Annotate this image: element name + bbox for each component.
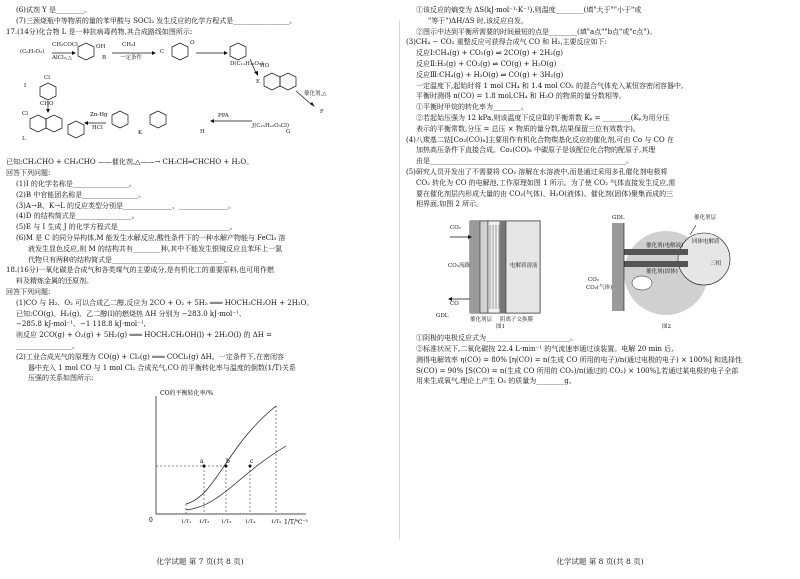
label-point-c: c (250, 458, 254, 466)
arrowhead-6 (46, 109, 50, 113)
q17-known: 已知:CH₃CHO + CH₃CHO ——催化剂,△——→ CH₃CH═CHCHO + H₂O。 (6, 158, 254, 167)
fig2-leader (690, 225, 696, 235)
ring-E2 (280, 73, 296, 90)
tick-t5: 1/T₅ (271, 519, 282, 526)
label-point-a: a (200, 458, 204, 466)
fig1-label-co2flow: CO₂流路 (448, 263, 470, 270)
figure-2 (586, 213, 756, 331)
left-column (6, 5, 396, 526)
chart-svg (126, 386, 326, 526)
label-Cl-L: Cl (22, 111, 28, 118)
q18-item-2b: 器中充入 1 mol CO 与 1 mol Cl₂ 合成光气,CO 的平衡转化率与温度的倒数(1/T)关系 (28, 363, 296, 372)
arrowhead-9 (84, 121, 88, 125)
q18-2-sub1b: "等于")ΔH/ΔS 时,该反应自发。 (428, 16, 528, 25)
fig1-label-gdl: GDL (436, 313, 449, 320)
gdl-layer (470, 221, 480, 313)
figures-row (406, 213, 796, 331)
q18-5c: 要在催化剂层内形成大量的由 CO₂(气体)、H₂O(液体)、催化剂(固体)聚集而成的三 (416, 189, 674, 198)
ring-K2 (150, 111, 166, 128)
q17-item-2: (2)B 中官能团名称是________________。 (16, 190, 146, 199)
q16-item-7: (7)三颈烧瓶中等物质的量的苯甲酸与 SOCl₂ 发生反应的化学方程式是________________。 (16, 16, 297, 25)
q18-2-sub2: ②图示中达到平衡所需要的时间最短的点是________(填"a点""b点"或"c点")。 (416, 27, 657, 36)
reagent-b2: 一定条件 (120, 55, 143, 62)
fig2-label-phase: 三相 (710, 261, 722, 268)
reagent-zn2: HCl (92, 125, 103, 132)
reagent-a2: AlCl₃,△ (52, 55, 72, 62)
label-H: H (200, 129, 205, 136)
cat-layer-block (480, 221, 488, 313)
fig1-label-co2: CO₂ (450, 225, 461, 232)
q17-item-6c: 代物只有两种的结构简式是________________________________。 (28, 255, 231, 264)
curve-lower (186, 446, 286, 510)
q18-item-1e: ________________。 (16, 341, 79, 350)
fig2-bar-2 (624, 261, 688, 267)
label-D: D(C₁₁H₁₂O₃) (230, 61, 264, 68)
q18-3-rxn2: 反应Ⅱ:H₂(g) + CO₂(g) ⇌ CO(g) + H₂O(g) (416, 59, 557, 68)
arrowhead-5 (310, 102, 315, 107)
fig1-label-cat: 催化剂层 (470, 317, 493, 324)
q18-item-1b: 已知:CO(g)、H₂(g)、乙二醇(l)的燃烧热 ΔH 分别为 −283.0 kJ·mol⁻¹、 (16, 309, 246, 318)
q18-item-1d: 则反应 2CO(g) + O₂(g) + 5H₂(g) ═══ HOCH₂CH₂OH(l) + 2H₂O(l) 的 ΔH = (16, 331, 272, 340)
q18-3-rxn1: 反应Ⅰ:CH₄(g) + CO₂(g) ⇌ 2CO(g) + 2H₂(g) (416, 49, 563, 58)
label-CHO: CHO (40, 101, 54, 108)
fig2-gdl (612, 223, 624, 311)
chart-xlabel: 1/T/℃⁻¹ (284, 519, 309, 527)
footer-page-8: 化学试题 第 8 页(共 8 页) (556, 557, 644, 566)
label-G: G (286, 129, 291, 136)
q18-3-sub2: ②若起始压强为 12 kPa,则该温度下反应Ⅱ的平衡常数 Kₚ = ________(Kₚ为用分压 (416, 113, 670, 122)
right-column (406, 5, 796, 387)
reagent-a: CH₂COCl (52, 42, 78, 49)
q17-item-1: (1)I 的化学名称是________________。 (16, 179, 136, 188)
q18-title-2: 料及精炼金属的还原剂。 (16, 277, 93, 286)
footer-page-7: 化学试题 第 7 页(共 8 页) (156, 557, 244, 566)
ring-L (30, 115, 46, 132)
ring-A (78, 43, 94, 60)
arrowhead-3 (224, 51, 228, 55)
ring-L2 (46, 115, 62, 132)
q18-3-sub2b: 表示的平衡常数,分压 = 总压 × 物质的量分数,结果保留三位有效数字)。 (416, 124, 640, 133)
fig2-label-gdl: GDL (612, 215, 625, 222)
tick-t3: 1/T₃ (221, 519, 232, 526)
arrowhead-4 (254, 71, 258, 76)
label-point-b: b (226, 458, 230, 466)
q18-item-1c: −285.8 kJ·mol⁻¹、−1 118.8 kJ·mol⁻¹, (16, 320, 146, 329)
label-O: O (190, 40, 195, 47)
fig2-label-solution: 催化剂(电解液) (646, 243, 684, 250)
q18-5-sub2c: S(CO) = 90% [S(CO) = n(生成 CO 所用的 CO₂)/n(通过的 CO₂) × 100%],若通过某电极的电子全部 (416, 366, 739, 375)
q17-item-5: (5)E 与 I 生成 J 的化学方程式是________________________________。 (16, 223, 237, 232)
reagent-zn: Zn-Hg (90, 112, 108, 119)
q17-item-6b: 液发生显色反应,则 M 的结构共有________种,其中不能发生银镜反应且苯环上一氯 (28, 244, 283, 253)
ring-L3 (68, 121, 84, 138)
label-F: F (320, 109, 324, 116)
membrane-block (500, 221, 506, 313)
label-A: (C₆H₇O₂) (20, 49, 45, 56)
electrolyte-block (488, 221, 500, 313)
fig2-label-electrolyte: 回体电解质 (692, 239, 720, 246)
label-K: K (138, 130, 143, 137)
label-E: E (256, 79, 261, 86)
ring-I (40, 83, 56, 100)
label-OH: OH (96, 44, 106, 51)
q18-title: 18.(16分)一氧化碳是合成气和各类煤气的主要成分,是有机化工的重要原料,也可用作燃 (6, 266, 274, 275)
q17-synthesis-scheme (20, 39, 350, 155)
q18-prompt: 回答下列问题: (6, 287, 51, 296)
q17-item-3: (3)A→B、K→L 的反应类型分别是______________、______________。 (16, 201, 235, 210)
ring-K (112, 111, 128, 128)
q18-item-1: (1)CO 与 H₂、O₂ 可以合成乙二醇,反应为 2CO + O₂ + 5H₂ ═══ HOCH₂CH₂OH + 2H₂O。 (16, 298, 314, 307)
label-Cl-I: Cl (44, 75, 50, 82)
reagent-ppa: PPA (218, 113, 229, 120)
q18-5-sub2d: 用来生成氧气,理论上产生 O₂ 的质量为________g。 (416, 377, 576, 386)
q18-5: (5)研究人员开发出了不需要将 CO₂ 溶解在水溶液中,而是通过采用多孔催化剂电极将 (406, 167, 668, 176)
fig2-label-cat-layer: 催化剂层 (694, 215, 717, 222)
label-J: J(C₁₅H₁₂O₃Cl) (252, 123, 290, 130)
q18-4: (4)八羰基二钴[Co₂(CO)₈]主要用作有机化合物羰基化反应的催化剂,可由 Co 与 CO 在 (406, 135, 674, 144)
q17-item-6: (6)M 是 C 的同分异构体,M 能发生水解反应,酸性条件下的一种水解产物能与 FeCl₃ 溶 (16, 233, 286, 242)
q18-5-sub1: ①阴极的电极反应式为________________________。 (416, 334, 577, 343)
chart-ylabel: CO的平衡转化率/% (160, 390, 214, 398)
page-8 (400, 0, 800, 579)
ring-C (172, 43, 188, 60)
q16-item-6: (6)试剂 Y 是________。 (16, 6, 91, 14)
tick-t4: 1/T₄ (245, 519, 256, 526)
fig1-label-electrolyte: 电解质溶液 (510, 263, 538, 270)
cond-catalyst: 催化剂,△ (304, 91, 327, 98)
fig2-co2-bubble (632, 276, 652, 290)
q18-3-rxn3: 反应Ⅲ:CH₄(g) + H₂O(g) ⇌ CO(g) + 3H₂(g) (416, 70, 564, 79)
chart-origin: 0 (149, 517, 153, 525)
q18-3-desc: 一定温度下,起始时将 1 mol CH₄ 和 1.4 mol CO₂ 的混合气体充入某恒容密闭容器中, (416, 81, 684, 90)
tick-t2: 1/T₂ (199, 519, 210, 526)
co-conversion-chart (126, 386, 326, 526)
q18-3-desc2: 平衡时测得 n(CO) = 1.8 mol,CH₄ 和 H₂O 的物质的量分数相等。 (416, 92, 626, 101)
tick-t1: 1/T₁ (181, 519, 192, 526)
q18-item-2: (2)工业合成光气的原理为 CO(g) + Cl₂(g) ═══ COCl₂(g) ΔH。一定条件下,在密闭容 (16, 352, 284, 361)
fig2-caption: 图2 (662, 324, 671, 331)
q17-prompt: 回答下列问题: (6, 169, 51, 178)
curve-upper (186, 406, 276, 504)
fig2-label-co2: CO₂ (588, 277, 599, 284)
fig1-label-membrane: 阴离子交换膜 (500, 317, 534, 324)
q18-4b: 加热高压条件下直接合成。Co₂(CO)₈ 中碳原子是该配位化合物的配原子,其理 (416, 146, 656, 155)
ring-D (230, 43, 246, 60)
label-L: L (22, 136, 26, 143)
label-HO: HO (260, 63, 270, 70)
arrowhead-1 (72, 51, 76, 55)
arrowhead-2 (152, 51, 156, 55)
q17-title: 17.(14分)化合物 L 是一种抗病毒药物,其合成路线如图所示: (6, 27, 193, 36)
fig2-label-co2-gas: CO₂(气体) (586, 285, 613, 292)
q18-5d: 相界面,如图 2 所示。 (416, 200, 484, 209)
q18-5-sub2b: 测得电解效率 η(CO) = 80% [η(CO) = n(生成 CO 所用的电子)/n(通过电极的电子) × 100%] 和选择性 (416, 355, 742, 364)
q18-4c: 由是________________________________________________________。 (416, 157, 633, 166)
q18-3: (3)CH₄ − CO₂ 重整反应可获得合成气 CO 和 H₂,主要反应如下: (406, 38, 607, 47)
q18-3-sub1: ①平衡时甲烷的转化率为________。 (416, 103, 528, 112)
q18-2-sub1: ①该反应的熵变为 ΔS(kJ·mol⁻¹·K⁻¹),则温度________(填"大于""小于"或 (416, 6, 642, 14)
q18-5b: CO₂ 转化为 CO 的电解池,工作原理如图 1 所示。为了使 CO₂ 气体直接发生反应,需 (416, 178, 676, 187)
label-C: C (160, 49, 165, 56)
figure-1 (436, 213, 566, 331)
arrowhead-7 (210, 119, 214, 123)
label-I: I (24, 83, 27, 90)
q17-item-4: (4)D 的结构简式是________________。 (16, 212, 139, 221)
label-B: B (102, 55, 107, 62)
q18-5-sub2: ②标准状况下,二氧化碳按 22.4 L·min⁻¹ 的气流速率通过该装置。电解 20 min 后, (416, 344, 674, 353)
q18-item-2c: 压强的关系如图所示: (28, 374, 94, 383)
fig1-caption: 图1 (496, 324, 505, 331)
reagent-b: CH₃I (122, 42, 136, 49)
ring-E (264, 73, 280, 90)
fig1-label-co: CO (450, 301, 459, 308)
fig2-label-solid: 催化剂(固体) (646, 269, 678, 276)
